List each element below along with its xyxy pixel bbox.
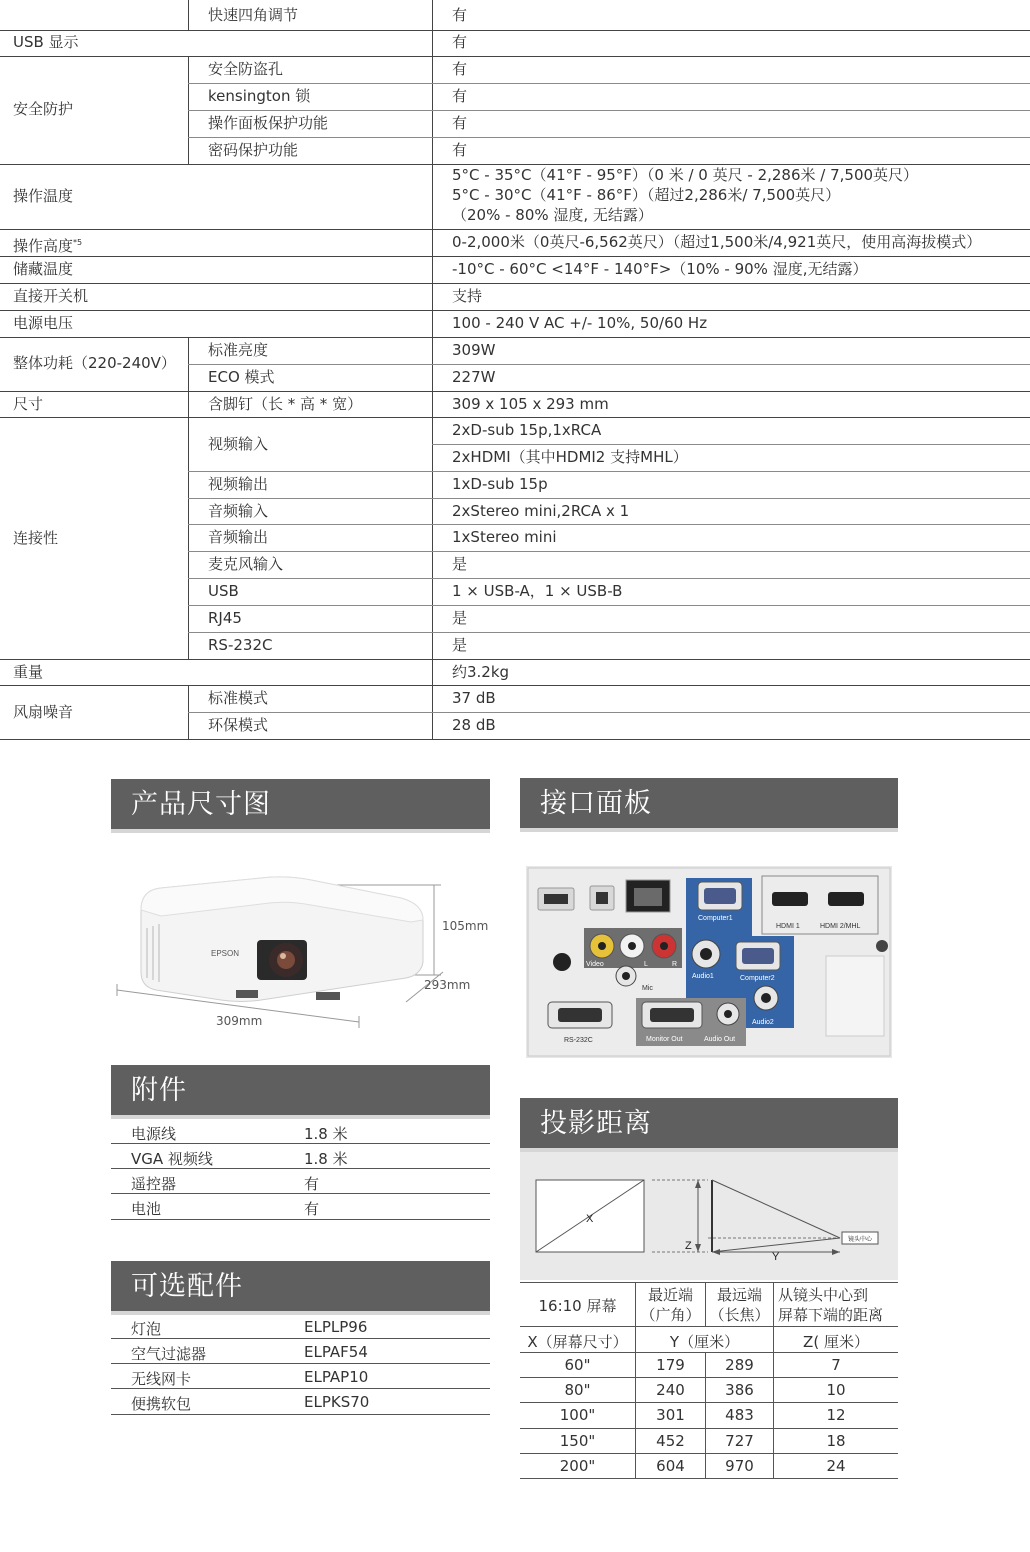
section-title: 可选配件	[131, 1271, 243, 1302]
header-center: 屏幕下端的距离	[778, 1306, 884, 1324]
throw-distance-diagram	[520, 1152, 898, 1280]
accessory-name: VGA 视频线	[131, 1150, 213, 1168]
spec-label: 风扇噪音	[13, 703, 74, 721]
spec-value: 37 dB	[452, 689, 496, 707]
divider	[188, 498, 1030, 499]
diagram-z-label: Z	[685, 1240, 692, 1252]
section-title: 附件	[131, 1075, 187, 1106]
divider	[520, 1453, 898, 1454]
spec-value: 28 dB	[452, 716, 496, 734]
spec-label	[13, 234, 82, 255]
section-header-dimensions	[111, 779, 490, 833]
spec-value: （20% - 80% 湿度, 无结露）	[452, 206, 653, 224]
table-cell: 24	[826, 1457, 846, 1475]
divider	[0, 739, 1030, 740]
optional-name: 便携软包	[131, 1395, 192, 1413]
divider	[188, 364, 1030, 365]
divider	[0, 229, 1030, 230]
spec-label: 操作温度	[13, 187, 74, 205]
spec-value: 2xD-sub 15p,1xRCA	[452, 421, 602, 439]
divider	[432, 0, 433, 740]
subheader-x: X（屏幕尺寸）	[527, 1333, 628, 1351]
divider	[520, 1282, 898, 1283]
footnote-mark: *5	[73, 238, 83, 247]
divider	[520, 1377, 898, 1378]
diagram-y-label: Y	[772, 1251, 780, 1263]
subheader-y: Y（厘米）	[669, 1333, 740, 1351]
header-far: 最远端	[716, 1286, 762, 1304]
divider	[111, 1219, 490, 1220]
divider	[0, 56, 1030, 57]
spec-sub-label: 视频输出	[208, 475, 269, 493]
divider	[111, 1388, 490, 1389]
spec-value: 2xHDMI（其中HDMI2 支持MHL）	[452, 448, 688, 466]
spec-sub-label: 标准亮度	[208, 341, 269, 359]
port-label-rs232c: RS-232C	[564, 1037, 593, 1044]
divider	[188, 83, 1030, 84]
port-panel-photo	[526, 866, 892, 1058]
divider	[111, 1338, 490, 1339]
port-label-audio2: Audio2	[752, 1019, 774, 1026]
port-label-computer1: Computer1	[698, 915, 733, 922]
spec-value: 227W	[452, 368, 496, 386]
divider	[0, 283, 1030, 284]
spec-label: 安全防护	[13, 100, 74, 118]
header-screen: 16:10 屏幕	[538, 1297, 617, 1315]
spec-sub-label: 安全防盗孔	[208, 60, 284, 78]
divider	[0, 417, 1030, 418]
table-cell: 289	[725, 1356, 754, 1374]
spec-label: USB 显示	[13, 33, 79, 51]
header-underline	[111, 1311, 490, 1315]
divider	[520, 1352, 898, 1353]
table-cell: 18	[826, 1432, 846, 1450]
table-cell: 60"	[564, 1356, 591, 1374]
spec-value: 是	[452, 609, 468, 627]
table-cell: 386	[725, 1381, 754, 1399]
header-center: 从镜头中心到	[778, 1286, 869, 1304]
diagram-x-label: X	[586, 1213, 594, 1225]
spec-value: 有	[452, 33, 468, 51]
spec-sub-label: ECO 模式	[208, 368, 275, 386]
divider	[520, 1326, 898, 1327]
spec-value: 有	[452, 87, 468, 105]
spec-sub-label: 密码保护功能	[208, 141, 299, 159]
spec-value: 是	[452, 636, 468, 654]
optional-value: ELPLP96	[304, 1318, 368, 1336]
spec-value: 100 - 240 V AC +/- 10%, 50/60 Hz	[452, 314, 708, 332]
spec-value: 309W	[452, 341, 496, 359]
port-label-hdmi2: HDMI 2/MHL	[820, 923, 861, 930]
spec-sub-label: 麦克风输入	[208, 555, 284, 573]
spec-sub-label: 快速四角调节	[208, 6, 299, 24]
optional-name: 灯泡	[131, 1320, 162, 1338]
table-cell: 483	[725, 1406, 754, 1424]
table-cell: 727	[725, 1432, 754, 1450]
spec-label: 电源电压	[13, 314, 74, 332]
port-label-mic: Mic	[642, 985, 653, 992]
spec-sub-label: USB	[208, 582, 239, 600]
diagram-lens-label: 镜头中心	[848, 1237, 873, 1243]
table-cell: 7	[831, 1356, 841, 1374]
optional-name: 无线网卡	[131, 1370, 192, 1388]
table-cell: 301	[656, 1406, 685, 1424]
divider	[520, 1402, 898, 1403]
divider	[111, 1168, 490, 1169]
spec-value: 309 x 105 x 293 mm	[452, 395, 609, 413]
accessory-value: 有	[304, 1175, 320, 1193]
divider	[520, 1428, 898, 1429]
divider	[111, 1414, 490, 1415]
port-label-hdmi1: HDMI 1	[776, 923, 800, 930]
divider	[0, 164, 1030, 165]
divider	[188, 712, 1030, 713]
accessory-name: 电池	[131, 1200, 162, 1218]
section-header-ports	[520, 778, 898, 832]
header-underline	[111, 829, 490, 833]
port-label-audio1: Audio1	[692, 973, 714, 980]
header-near: 最近端	[647, 1286, 693, 1304]
accessory-name: 电源线	[131, 1125, 177, 1143]
section-title: 产品尺寸图	[131, 789, 271, 820]
spec-label: 储藏温度	[13, 260, 74, 278]
spec-value: 5°C - 35°C（41°F - 95°F）（0 米 / 0 英尺 - 2,286米 / 7,500英尺）	[452, 166, 919, 184]
divider	[188, 605, 1030, 606]
divider	[188, 418, 189, 660]
divider	[520, 1478, 898, 1479]
spec-value: 有	[452, 114, 468, 132]
divider	[188, 524, 1030, 525]
divider	[0, 256, 1030, 257]
divider	[188, 471, 1030, 472]
table-cell: 100"	[559, 1406, 596, 1424]
spec-sub-label: 环保模式	[208, 716, 269, 734]
divider	[0, 391, 1030, 392]
divider	[188, 578, 1030, 579]
spec-value: 有	[452, 141, 468, 159]
projector-dimension-drawing	[111, 850, 490, 1040]
optional-value: ELPKS70	[304, 1393, 370, 1411]
spec-sub-label: 视频输入	[208, 435, 269, 453]
spec-value: -10°C - 60°C <14°F - 140°F>（10% - 90% 湿度,无结露）	[452, 260, 868, 278]
spec-value: 支持	[452, 287, 483, 305]
spec-sub-label: RJ45	[208, 609, 242, 627]
section-title: 投影距离	[540, 1108, 652, 1139]
table-cell: 200"	[559, 1457, 596, 1475]
divider	[432, 444, 1030, 445]
divider	[0, 659, 1030, 660]
port-label-computer2: Computer2	[740, 975, 775, 982]
brand-logo: EPSON	[211, 949, 240, 958]
spec-value: 1 × USB-A，1 × USB-B	[452, 582, 623, 600]
section-header-throw	[520, 1098, 898, 1152]
spec-value: 有	[452, 6, 468, 24]
spec-sub-label: 操作面板保护功能	[208, 114, 329, 132]
header-underline	[520, 828, 898, 832]
spec-value: 1xStereo mini	[452, 528, 557, 546]
section-header-accessories	[111, 1065, 490, 1119]
table-cell: 80"	[564, 1381, 591, 1399]
table-cell: 970	[725, 1457, 754, 1475]
spec-sub-label: 音频输出	[208, 528, 269, 546]
optional-value: ELPAF54	[304, 1343, 368, 1361]
spec-sub-label: 音频输入	[208, 502, 269, 520]
accessory-name: 遥控器	[131, 1175, 177, 1193]
spec-label-text: 操作高度	[13, 237, 74, 255]
port-label-monitor-out: Monitor Out	[646, 1036, 683, 1043]
port-label-l: L	[644, 961, 648, 968]
spec-value: 有	[452, 60, 468, 78]
spec-value: 是	[452, 555, 468, 573]
table-cell: 10	[826, 1381, 846, 1399]
divider	[188, 0, 189, 30]
divider	[188, 338, 189, 418]
port-label-audio-out: Audio Out	[704, 1036, 736, 1043]
spec-label: 重量	[13, 663, 44, 681]
spec-label: 直接开关机	[13, 287, 89, 305]
header-far: （长焦）	[709, 1306, 770, 1324]
divider	[188, 110, 1030, 111]
table-cell: 604	[656, 1457, 685, 1475]
width-label: 309mm	[216, 1014, 263, 1028]
table-cell: 240	[656, 1381, 685, 1399]
spec-sub-label: 标准模式	[208, 689, 269, 707]
spec-value: 约3.2kg	[452, 663, 510, 681]
port-label-r: R	[672, 961, 678, 968]
divider	[188, 551, 1030, 552]
subheader-z: Z( 厘米）	[803, 1333, 869, 1351]
accessory-value: 1.8 米	[304, 1125, 348, 1143]
spec-value: 1xD-sub 15p	[452, 475, 548, 493]
spec-label: 连接性	[13, 529, 59, 547]
depth-label: 293mm	[424, 978, 471, 992]
divider	[0, 337, 1030, 338]
height-label: 105mm	[442, 919, 489, 933]
section-header-optional	[111, 1261, 490, 1315]
table-cell: 150"	[559, 1432, 596, 1450]
spec-value: 5°C - 30°C（41°F - 86°F）（超过2,286米/ 7,500英尺）	[452, 186, 841, 204]
spec-value: 2xStereo mini,2RCA x 1	[452, 502, 630, 520]
spec-sub-label: 含脚钉（长 * 高 * 宽）	[208, 395, 363, 413]
table-cell: 12	[826, 1406, 846, 1424]
divider	[188, 137, 1030, 138]
header-near: （广角）	[640, 1306, 701, 1324]
port-label-video: Video	[586, 961, 604, 968]
table-cell: 179	[656, 1356, 685, 1374]
divider	[188, 686, 189, 740]
section-title: 接口面板	[540, 788, 652, 819]
table-cell: 452	[656, 1432, 685, 1450]
header-underline	[111, 1115, 490, 1119]
divider	[0, 30, 1030, 31]
spec-sub-label: RS-232C	[208, 636, 273, 654]
divider	[111, 1363, 490, 1364]
spec-sub-label: kensington 锁	[208, 87, 311, 105]
spec-label: 整体功耗（220-240V）	[13, 354, 176, 372]
accessory-value: 有	[304, 1200, 320, 1218]
divider	[188, 632, 1030, 633]
spec-value: 0-2,000米（0英尺-6,562英尺）（超过1,500米/4,921英尺，使用高海拔模式）	[452, 233, 982, 251]
optional-name: 空气过滤器	[131, 1345, 207, 1363]
divider	[111, 1143, 490, 1144]
optional-value: ELPAP10	[304, 1368, 369, 1386]
divider	[111, 1193, 490, 1194]
divider	[0, 685, 1030, 686]
divider	[0, 310, 1030, 311]
spec-label: 尺寸	[13, 395, 44, 413]
accessory-value: 1.8 米	[304, 1150, 348, 1168]
